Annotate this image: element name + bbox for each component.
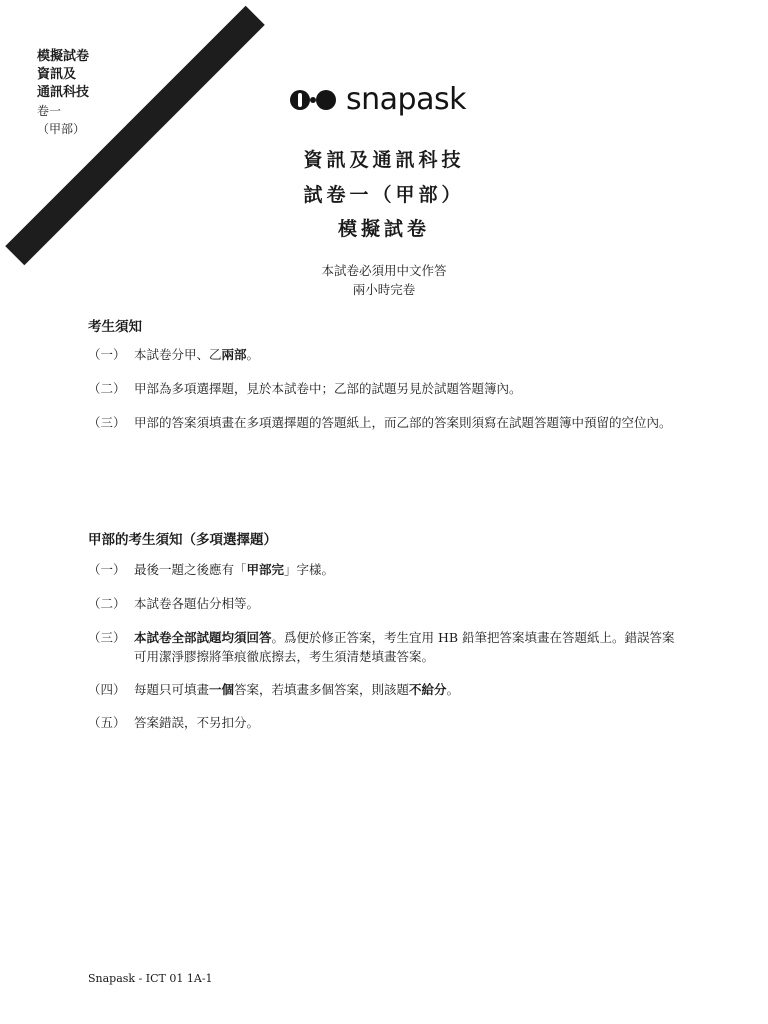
- logo-mark-icon: [288, 88, 340, 112]
- note-item: [88, 413, 688, 432]
- corner-line-subject-1: 資訊及: [37, 67, 77, 82]
- title-mock: 模擬試卷: [337, 218, 430, 240]
- note-text: 每題只可填畫一個答案，若填畫多個答案，則該題不給分。: [134, 682, 460, 697]
- note-item: [88, 379, 688, 398]
- note-number: （三）: [88, 630, 126, 645]
- note-number: （三）: [88, 415, 126, 430]
- note-text: 答案錯誤，不另扣分。: [134, 715, 260, 730]
- corner-line-subject-2: 通訊科技: [37, 85, 90, 100]
- note-text: 本試卷分甲、乙兩部。: [134, 347, 260, 362]
- section2-heading: 甲部的考生須知（多項選擇題）: [88, 532, 277, 548]
- note-text: 甲部的答案須填畫在多項選擇題的答題紙上，而乙部的答案則須寫在試題答題簿中預留的空位內。: [134, 415, 672, 430]
- note-item: [88, 345, 688, 364]
- snapask-logo: [288, 82, 466, 117]
- note-text: 甲部為多項選擇題，見於本試卷中；乙部的試題另見於試題答題簿內。: [134, 381, 522, 396]
- ribbon-label: MC: [101, 95, 135, 129]
- note-item: [88, 594, 688, 613]
- subtitle-duration: 兩小時完卷: [352, 282, 416, 297]
- corner-line-section: （甲部）: [37, 122, 86, 136]
- corner-line-paper: 卷一: [37, 104, 62, 118]
- note-number: （一）: [88, 347, 126, 362]
- note-number: （一）: [88, 562, 126, 577]
- title-subject: 資訊及通訊科技: [303, 149, 465, 171]
- note-text: 本試卷各題佔分相等。: [134, 596, 260, 611]
- section1-heading: 考生須知: [88, 319, 142, 335]
- note-item: [88, 680, 688, 699]
- note-item: [88, 628, 688, 666]
- note-number: （五）: [88, 715, 126, 730]
- corner-line-mock-paper: 模擬試卷: [37, 49, 90, 64]
- note-number: （二）: [88, 596, 126, 611]
- subtitle-language: 本試卷必須用中文作答: [321, 263, 447, 278]
- note-text: 本試卷全部試題均須回答。爲便於修正答案，考生宜用 HB 鉛筆把答案填畫在答題紙上。錯誤答案可用潔淨膠擦將筆痕徹底擦去，考生須清楚填畫答案。: [134, 630, 675, 664]
- paper-corner-label: [37, 48, 89, 138]
- page-footer: Snapask - ICT 01 1A-1: [88, 972, 213, 985]
- title-paper: 試卷一（甲部）: [303, 184, 465, 206]
- note-text: 最後一題之後應有「甲部完」字樣。: [134, 562, 335, 577]
- note-item: [88, 560, 688, 579]
- note-number: （二）: [88, 381, 126, 396]
- logo-wordmark: snapask: [346, 82, 466, 117]
- note-number: （四）: [88, 682, 126, 697]
- note-item: [88, 713, 688, 732]
